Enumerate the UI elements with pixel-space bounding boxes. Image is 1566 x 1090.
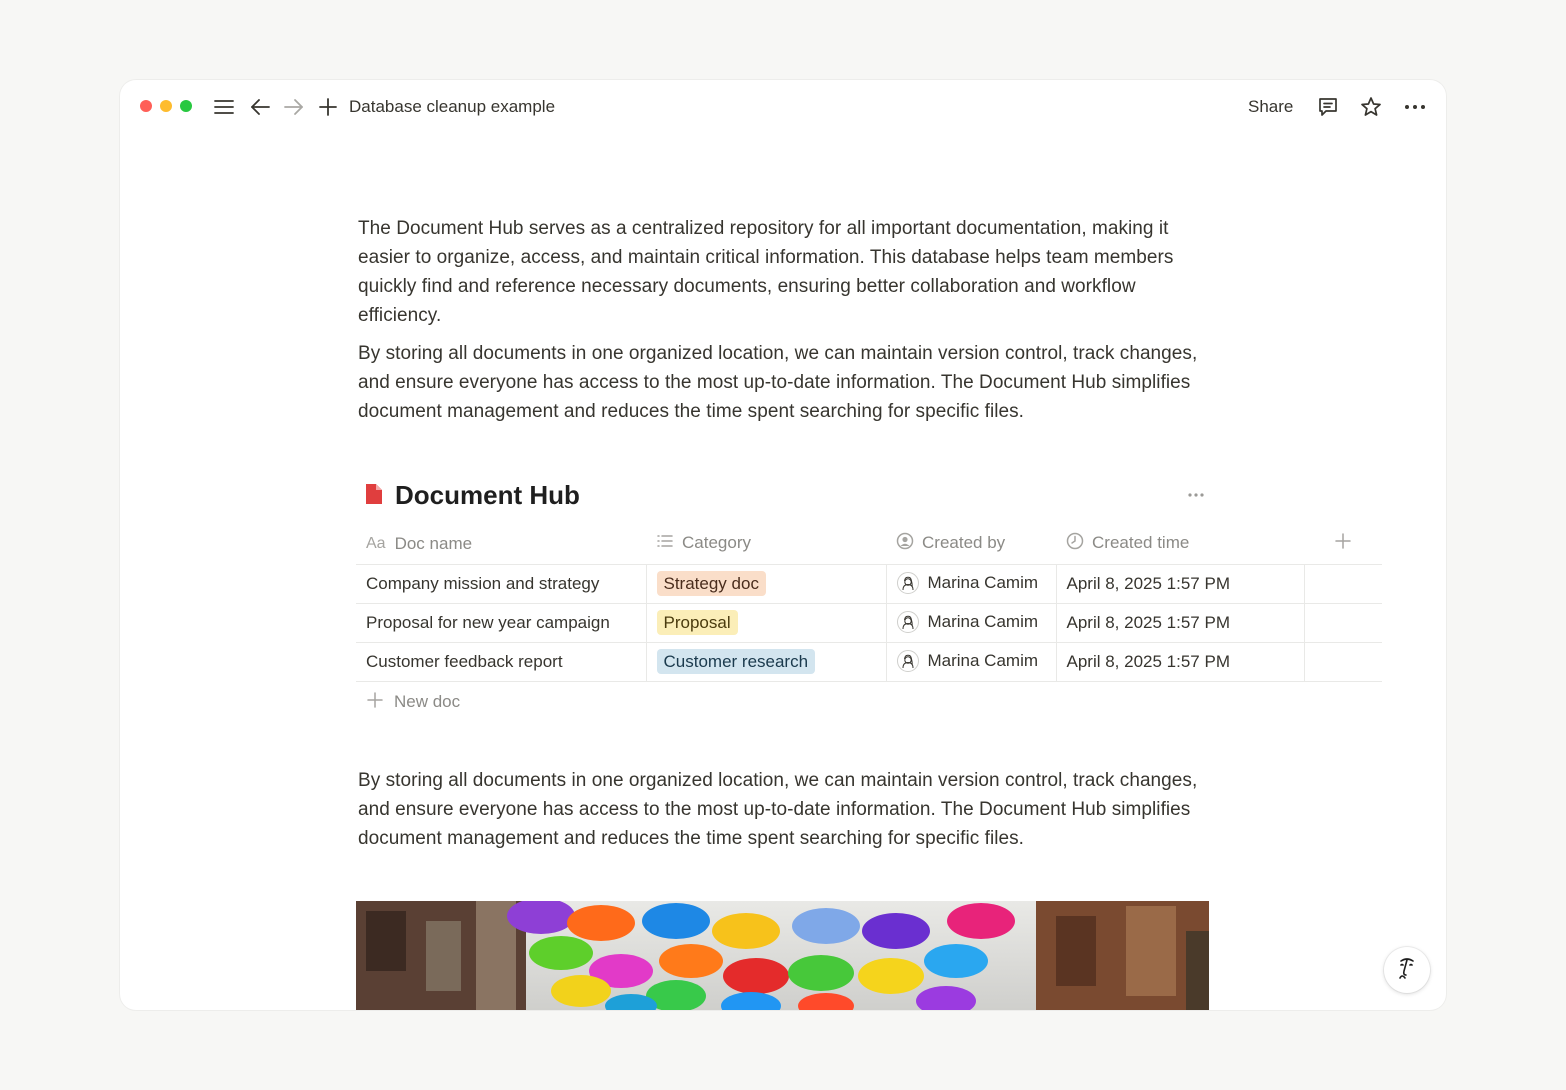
share-button[interactable]: Share: [1248, 97, 1294, 116]
colorful-umbrellas-photo[interactable]: [356, 901, 1209, 1010]
doc-name-cell[interactable]: Customer feedback report: [356, 642, 646, 681]
column-label: Created by: [922, 533, 1006, 553]
empty-cell: [1304, 603, 1382, 642]
list-icon: [656, 533, 674, 554]
person-name: Marina Camim: [927, 572, 1039, 592]
plus-icon: [367, 692, 383, 713]
close-window-button[interactable]: [140, 100, 152, 112]
breadcrumb-page-title[interactable]: Database cleanup example: [349, 97, 556, 116]
person-icon: [896, 532, 914, 555]
table-row[interactable]: [356, 564, 1382, 603]
app-window: [120, 80, 1446, 1010]
clock-icon: [1066, 532, 1084, 555]
created-time-cell[interactable]: April 8, 2025 1:57 PM: [1056, 564, 1304, 603]
add-icon[interactable]: [314, 93, 342, 121]
new-doc-label: New doc: [394, 692, 461, 711]
table-row[interactable]: [356, 603, 1382, 642]
intro-section: [358, 214, 1208, 426]
category-tag: Proposal: [657, 610, 738, 635]
text-property-icon: Aa: [366, 535, 386, 553]
database-table: [356, 524, 1382, 682]
column-header-doc-name[interactable]: [356, 524, 646, 564]
created-by-cell[interactable]: [886, 564, 1056, 603]
avatar: [897, 572, 919, 594]
doc-name-cell[interactable]: Company mission and strategy: [356, 564, 646, 603]
add-property-button[interactable]: [1304, 524, 1382, 564]
ai-face-icon: [1395, 955, 1419, 986]
menu-icon[interactable]: [210, 93, 238, 121]
forward-arrow-icon[interactable]: [280, 93, 308, 121]
category-tag: Strategy doc: [657, 571, 766, 596]
top-bar: [120, 80, 1446, 134]
plus-icon: [1335, 534, 1351, 553]
table-row[interactable]: [356, 642, 1382, 681]
avatar: [897, 611, 919, 633]
created-time-cell[interactable]: April 8, 2025 1:57 PM: [1056, 642, 1304, 681]
comment-icon[interactable]: [1314, 93, 1342, 121]
zoom-window-button[interactable]: [180, 100, 192, 112]
column-label: Created time: [1092, 533, 1190, 553]
person-name: Marina Camim: [927, 611, 1039, 631]
category-cell[interactable]: [646, 564, 886, 603]
intro-paragraph-1: The Document Hub serves as a centralized repository for all important documentation, making it easier to organize, access, and maintain critical information. This database helps team members quickly find and reference necessary documents, ensuring better collaboration and workflow efficiency.: [358, 218, 1174, 326]
empty-cell: [1304, 564, 1382, 603]
created-by-cell[interactable]: [886, 642, 1056, 681]
category-cell[interactable]: [646, 603, 886, 642]
outro-section: [358, 766, 1208, 853]
more-icon[interactable]: [1401, 93, 1429, 121]
table-header-row: [356, 524, 1382, 564]
database-title[interactable]: Document Hub: [395, 480, 580, 510]
database-header: [360, 478, 1210, 512]
outro-paragraph: By storing all documents in one organized location, we can maintain version control, track changes, and ensure everyone has access to the most up-to-date information. The Document Hub simplifies document management and reduces the time spent searching for specific files.: [358, 770, 1198, 849]
ai-assistant-button[interactable]: [1384, 947, 1430, 993]
created-time-cell[interactable]: April 8, 2025 1:57 PM: [1056, 603, 1304, 642]
database-more-icon[interactable]: [1182, 482, 1210, 508]
intro-paragraph-2: By storing all documents in one organized location, we can maintain version control, track changes, and ensure everyone has access to the most up-to-date information. The Document Hub simplifies document management and reduces the time spent searching for specific files.: [358, 343, 1198, 422]
column-label: Category: [682, 533, 751, 553]
doc-name-cell[interactable]: Proposal for new year campaign: [356, 603, 646, 642]
column-header-created-by[interactable]: [886, 524, 1056, 564]
category-cell[interactable]: [646, 642, 886, 681]
empty-cell: [1304, 642, 1382, 681]
star-icon[interactable]: [1357, 93, 1385, 121]
new-doc-button[interactable]: [367, 689, 460, 715]
category-tag: Customer research: [657, 649, 816, 674]
window-controls: [140, 100, 192, 112]
person-name: Marina Camim: [927, 650, 1039, 670]
avatar: [897, 650, 919, 672]
column-label: Doc name: [394, 533, 473, 553]
back-arrow-icon[interactable]: [246, 93, 274, 121]
document-icon: [364, 483, 384, 510]
created-by-cell[interactable]: [886, 603, 1056, 642]
column-header-created-time[interactable]: [1056, 524, 1304, 564]
column-header-category[interactable]: [646, 524, 886, 564]
minimize-window-button[interactable]: [160, 100, 172, 112]
